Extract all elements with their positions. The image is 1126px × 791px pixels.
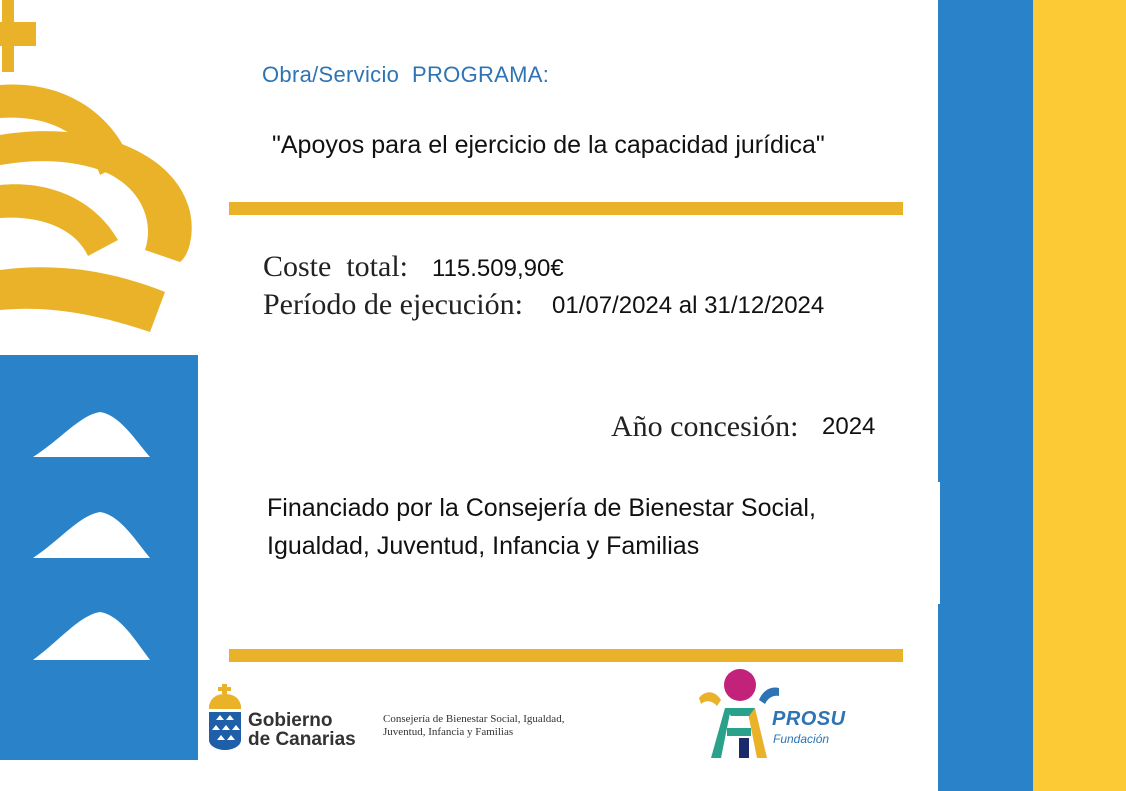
consejeria-line-1: Consejería de Bienestar Social, Igualdad, — [383, 713, 565, 725]
cost-label: Coste total: — [263, 250, 408, 283]
blue-stripe — [938, 0, 1033, 791]
aprosu-fundacion: Fundación — [773, 732, 830, 746]
gobierno-crest-icon — [205, 684, 245, 752]
gobierno-line-1: Gobierno — [248, 710, 333, 731]
heading-program: PROGRAMA: — [412, 62, 550, 87]
coat-of-arms-watermark — [0, 0, 210, 791]
crown-band — [0, 267, 165, 332]
funding-text — [267, 489, 816, 565]
gobierno-consejeria — [383, 713, 564, 739]
year-value: 2024 — [822, 413, 876, 440]
consejeria-line-2: Juventud, Infancia y Familias — [383, 726, 514, 738]
heading-prefix: Obra/Servicio — [262, 62, 400, 87]
yellow-stripe — [1033, 0, 1126, 791]
funding-line-1: Financiado por la Consejería de Bienestar Social, — [267, 494, 816, 522]
program-name: "Apoyos para el ejercicio de la capacidad jurídica" — [272, 131, 825, 159]
heading — [262, 62, 549, 88]
crown-arch-inner — [0, 184, 118, 256]
year-label: Año concesión: — [611, 410, 799, 443]
gobierno-wordmark — [248, 711, 356, 749]
aprosu-wordmark: PROSU — [772, 708, 846, 730]
period-value: 01/07/2024 al 31/12/2024 — [552, 292, 825, 319]
cross-horizontal — [0, 22, 36, 46]
period-label: Período de ejecución: — [263, 288, 523, 321]
aprosu-figure-icon — [697, 668, 779, 760]
cost-value: 115.509,90€ — [432, 255, 564, 282]
divider-bottom — [229, 649, 903, 662]
divider-top — [229, 202, 903, 215]
white-notch — [930, 482, 940, 604]
gobierno-line-2: de Canarias — [248, 729, 356, 750]
funding-line-2: Igualdad, Juventud, Infancia y Familias — [267, 532, 700, 560]
